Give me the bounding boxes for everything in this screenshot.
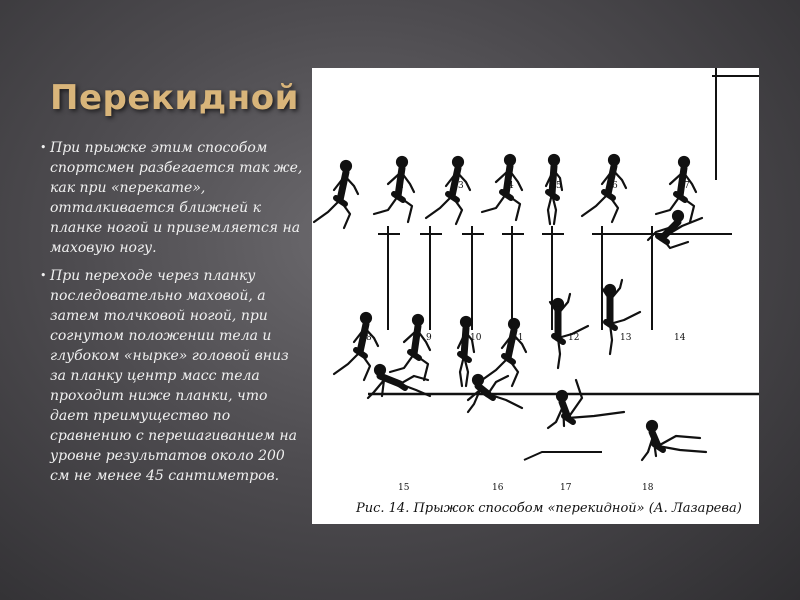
frame-label-17: 17 — [560, 483, 572, 493]
athlete-figure-17 — [548, 380, 624, 428]
athlete-figure-4 — [482, 155, 522, 220]
frame-label-1: 1 — [340, 181, 346, 191]
athlete-figure-18 — [642, 421, 706, 460]
frame-label-7: 7 — [684, 181, 690, 191]
slide-title: Перекидной — [50, 78, 299, 118]
frame-label-10: 10 — [470, 333, 482, 343]
frame-label-2: 2 — [398, 181, 404, 191]
athlete-figure-11 — [482, 319, 526, 386]
frame-label-12: 12 — [568, 333, 580, 343]
athlete-figure-9 — [390, 315, 430, 380]
frame-label-4: 4 — [508, 181, 514, 191]
bullet-item-1 — [42, 138, 304, 258]
jump-sequence-drawing — [312, 68, 759, 524]
athlete-figure-1 — [314, 161, 358, 228]
bullet-item-2 — [42, 266, 304, 486]
athlete-figure-2 — [374, 157, 414, 222]
frame-label-13: 13 — [620, 333, 632, 343]
frame-label-15: 15 — [398, 483, 410, 493]
frame-label-6: 6 — [612, 181, 618, 191]
frame-label-8: 8 — [366, 333, 372, 343]
bullet-marker: • — [40, 269, 47, 282]
frame-label-14: 14 — [674, 333, 686, 343]
frame-label-5: 5 — [556, 181, 562, 191]
frame-label-11: 11 — [512, 333, 524, 343]
athlete-figure-12 — [550, 294, 588, 368]
figure-caption: Рис. 14. Прыжок способом «перекидной» (А. Лазарева) — [356, 501, 742, 516]
frame-label-3: 3 — [458, 181, 464, 191]
frame-label-16: 16 — [492, 483, 504, 493]
frame-label-18: 18 — [642, 483, 654, 493]
bullet-marker: • — [40, 141, 47, 154]
athlete-figure-8 — [334, 313, 378, 380]
athlete-figure-14 — [648, 211, 702, 248]
frame-label-9: 9 — [426, 333, 432, 343]
bullet-text-2: При переходе через планку последовательно маховой, а затем толчковой ногой, при согнутом положении тела и глубоком «нырке» головой вниз за планку центр масс тела проходит ниже планки, что дает преимущество по сравнению с перешагиванием на уровне результатов около 200 см не менее 45 сантиметров. — [50, 268, 298, 484]
bullet-text-1: При прыжке этим способом спортсмен разбегается так же, как при «перекате», отталкивается ближней к планке ногой и приземляется на маховую ногу. — [50, 140, 303, 256]
landing-pit — [524, 452, 602, 460]
athlete-figure-6 — [582, 155, 626, 222]
jump-illustration — [312, 68, 759, 524]
bullet-list — [42, 138, 304, 494]
